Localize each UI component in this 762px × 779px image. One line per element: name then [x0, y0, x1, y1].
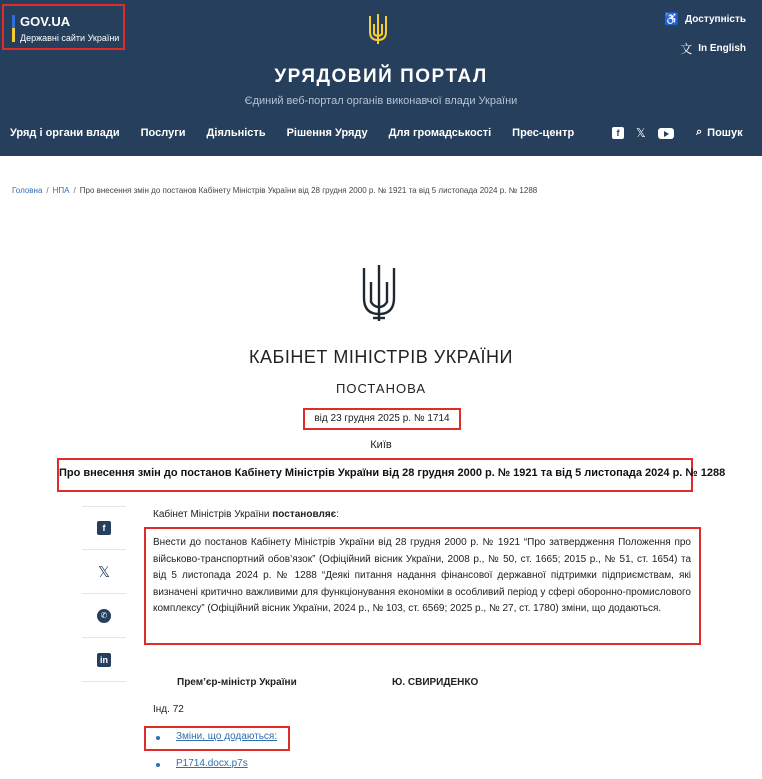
gov-ua-link[interactable]	[2, 4, 125, 50]
nav-item-press[interactable]: Прес-центр	[512, 127, 575, 139]
search-button[interactable]	[696, 126, 743, 139]
share-facebook-button[interactable]	[82, 506, 126, 550]
attachment-changes-link[interactable]: Зміни, що додаються:	[176, 731, 278, 742]
search-label: Пошук	[707, 126, 743, 139]
nav-item-government[interactable]: Уряд і органи влади	[10, 127, 120, 139]
breadcrumb-npa[interactable]: НПА	[52, 186, 70, 195]
nav-item-decisions[interactable]: Рішення Уряду	[286, 127, 368, 139]
resolves-line: Кабінет Міністрів України постановляє:	[153, 509, 339, 520]
search-icon: ⌕	[696, 126, 703, 138]
document-body: Внести до постанов Кабінету Міністрів України від 28 грудня 2000 р. № 1921 “Про затвердження Положення про військово-транспортний обов’язок” (Офіційний вісник України, 2008 р., № 50, ст. 1665; 2015 р., № 51, ст. 1654) та від 5 листопада 2024 р. № 1288 “Деякі питання надання фінансової державної підтримки підприємствам, які визначені критично важливими для функціонування економіки в особливий період у сфері оборонно-промислового комплексу” (Офіційний вісник України, 2024 р., № 103, ст. 6569; 2025 р., № 27, ст. 1780) зміни, що додаються.	[153, 537, 691, 614]
document-index: Інд. 72	[153, 704, 184, 715]
list-bullet	[156, 736, 160, 740]
gov-ua-title: GOV.UA	[20, 14, 71, 29]
accessibility-label: Доступність	[685, 13, 746, 25]
document-issuer: КАБІНЕТ МІНІСТРІВ УКРАЇНИ	[249, 347, 513, 367]
signature-name: Ю. СВИРИДЕНКО	[392, 677, 479, 688]
accessibility-button[interactable]	[664, 12, 746, 26]
attachment-file-link[interactable]: P1714.docx.p7s	[176, 758, 248, 769]
document-title-box	[57, 458, 726, 492]
portal-subtitle: Єдиний веб-портал органів виконавчої влади України	[244, 95, 518, 107]
portal-title[interactable]: УРЯДОВИЙ ПОРТАЛ	[274, 66, 488, 87]
x-icon: 𝕏	[97, 563, 111, 581]
accessibility-icon: ♿	[664, 12, 680, 26]
language-switch[interactable]	[680, 40, 746, 57]
document-date-number: від 23 грудня 2025 р. № 1714	[303, 408, 461, 430]
main-nav	[10, 127, 595, 139]
x-icon[interactable]: 𝕏	[636, 126, 646, 140]
whatsapp-icon: ✆	[97, 609, 111, 623]
linkedin-icon: in	[97, 653, 111, 667]
social-links	[612, 126, 674, 140]
document-city: Київ	[370, 439, 392, 451]
language-label: In English	[698, 43, 746, 54]
breadcrumb-current: Про внесення змін до постанов Кабінету Міністрів України від 28 грудня 2000 р. № 1921 та від 5 листопада 2024 р. № 1288	[79, 186, 538, 195]
share-x-button[interactable]	[82, 550, 126, 594]
document-type: ПОСТАНОВА	[335, 381, 426, 396]
gov-ua-subtitle: Державні сайти України	[20, 33, 120, 43]
nav-item-services[interactable]: Послуги	[140, 127, 186, 139]
facebook-icon: f	[97, 521, 111, 535]
translate-icon: 文	[680, 42, 693, 56]
coat-of-arms-icon	[360, 262, 398, 324]
breadcrumb-home[interactable]: Головна	[12, 186, 43, 195]
share-whatsapp-button[interactable]	[82, 594, 126, 638]
list-bullet	[156, 763, 160, 767]
document-body-box	[144, 527, 701, 645]
ukraine-flag-icon	[12, 15, 15, 42]
site-header	[0, 0, 762, 156]
nav-item-activity[interactable]: Діяльність	[206, 127, 266, 139]
trident-icon	[367, 12, 389, 46]
youtube-icon[interactable]	[658, 128, 674, 139]
nav-item-public[interactable]: Для громадськості	[388, 127, 492, 139]
share-bar	[82, 506, 126, 682]
breadcrumb: Головна / НПА / Про внесення змін до постанов Кабінету Міністрів України від 28 грудня 2000 р. № 1921 та від 5 листопада 2024 р. № 1288	[12, 186, 538, 195]
signature-position: Прем’єр-міністр України	[177, 677, 297, 688]
document-title: Про внесення змін до постанов Кабінету Міністрів України від 28 грудня 2000 р. № 1921 та від 5 листопада 2024 р. № 1288	[59, 467, 726, 479]
share-linkedin-button[interactable]	[82, 638, 126, 682]
facebook-icon[interactable]: f	[612, 127, 624, 139]
